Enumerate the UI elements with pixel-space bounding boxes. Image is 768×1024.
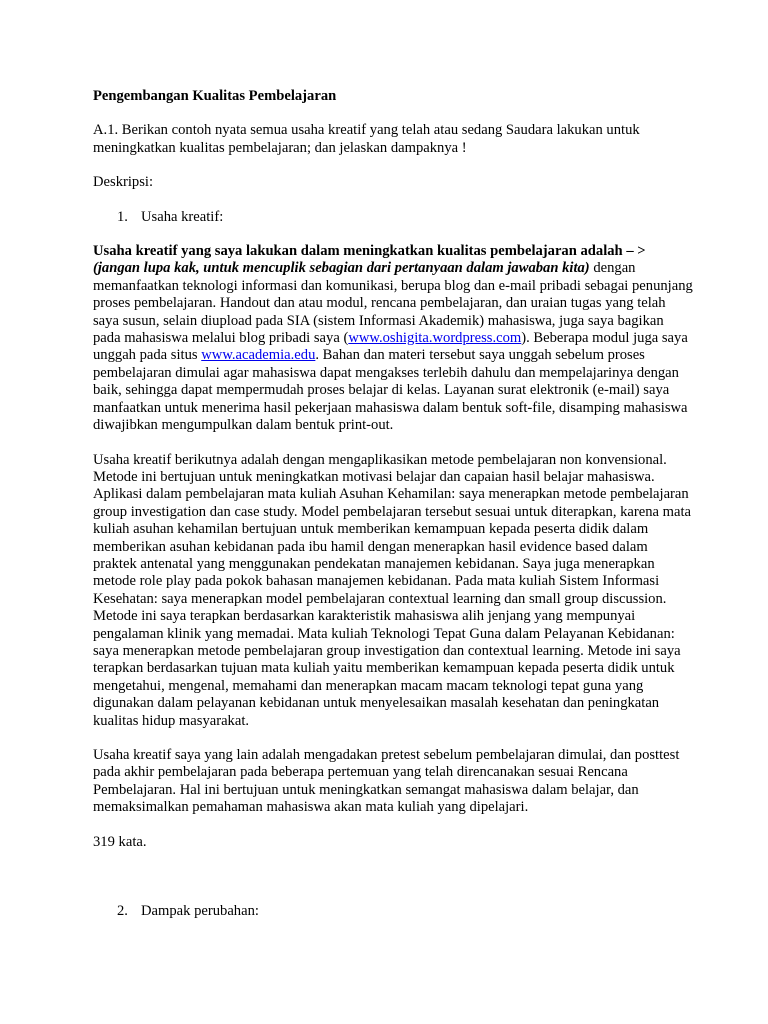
section-2-label: Dampak perubahan: xyxy=(141,903,259,920)
document-title: Pengembangan Kualitas Pembelajaran xyxy=(93,88,337,104)
section-2-number: 2. xyxy=(117,903,128,920)
paragraph-1 xyxy=(93,243,693,434)
section-1-number: 1. xyxy=(117,208,128,225)
paragraph-1-note: (jangan lupa kak, untuk mencuplik sebagian dari pertanyaan dalam jawaban kita) xyxy=(93,260,590,277)
section-1-heading xyxy=(117,209,693,226)
paragraph-1-text-c: . Bahan dan materi tersebut saya unggah sebelum proses pembelajaran dimulai agar mahasiswa dapat mengakses terlebih dahulu dan mempelajarinya dengan baik, sehingga dapat mempermudah proses belajar di kelas. Layanan surat elektronik (e-mail) saya manfaatkan untuk menerima hasil pekerjaan mahasiswa dalam bentuk soft-file, disamping mahasiswa diwajibkan mengumpulkan dalam bentuk print-out. xyxy=(93,347,688,434)
question-text: A.1. Berikan contoh nyata semua usaha kreatif yang telah atau sedang Saudara lakukan untuk meningkatkan kualitas pembelajaran; dan jelaskan dampaknya ! xyxy=(93,122,640,156)
section-2-heading xyxy=(117,903,693,920)
paragraph-1-text-a: dengan memanfaatkan teknologi informasi dan komunikasi, berupa blog dan e-mail pribadi sebagai penunjang proses pembelajaran. Handout dan atau modul, rencana pembelajaran, dan uraian tugas yang telah saya susun, selain diupload pada SIA (sistem Informasi Akademik) mahasiswa, juga saya bagikan pada mahasiswa melalui blog pribadi saya ( xyxy=(93,260,693,347)
academia-link[interactable]: www.academia.edu xyxy=(201,347,316,364)
section-1-label: Usaha kreatif: xyxy=(141,208,224,225)
paragraph-1-bold-intro: Usaha kreatif yang saya lakukan dalam meningkatkan kualitas pembelajaran adalah – > xyxy=(93,243,646,260)
document-page xyxy=(93,88,693,937)
blog-link[interactable]: www.oshigita.wordpress.com xyxy=(348,330,522,347)
paragraph-1-text-b: ). Beberapa modul juga saya unggah pada situs xyxy=(93,330,688,364)
paragraph-3: Usaha kreatif saya yang lain adalah mengadakan pretest sebelum pembelajaran dimulai, dan posttest pada akhir pembelajaran pada beberapa pertemuan yang telah direncanakan sesuai Rencana Pembelajaran. Hal ini bertujuan untuk meningkatkan semangat mahasiswa dalam belajar, dan memaksimalkan pemahaman mahasiswa akan mata kuliah yang dipelajari. xyxy=(93,747,680,816)
description-label: Deskripsi: xyxy=(93,174,153,191)
paragraph-2: Usaha kreatif berikutnya adalah dengan mengaplikasikan metode pembelajaran non konvensional. Metode ini bertujuan untuk meningkatkan motivasi belajar dan capaian hasil belajar mahasiswa. Aplikasi dalam pembelajaran mata kuliah Asuhan Kehamilan: saya menerapkan metode pembelajaran group investigation dan case study. Model pembelajaran tersebut sesuai untuk diterapkan, karena mata kuliah asuhan kehamilan bertujuan untuk memberikan kemampuan kepada peserta didik dalam memberikan asuhan kebidanan pada ibu hamil dengan menerapkan hasil evidence based dalam praktek antenatal yang menggunakan pendekatan manajemen kebidanan. Saya juga menerapkan metode role play pada pokok bahasan manajemen kebidanan. Pada mata kuliah Sistem Informasi Kesehatan: saya menerapkan model pembelajaran contextual learning dan small group discussion. Metode ini saya terapkan berdasarkan karakteristik mahasiswa alih jenjang yang mempunyai pengalaman klinik yang memadai. Mata kuliah Teknologi Tepat Guna dalam Pelayanan Kebidanan: saya menerapkan metode pembelajaran group investigation dan contextual learning. Metode ini saya terapkan berdasarkan tujuan mata kuliah yaitu memberikan kemampuan kepada peserta didik untuk mengetahui, mengenal, memahami dan menerapkan macam macam teknologi tepat guna yang digunakan dalam pelayanan kebidanan untuk menyelesaikan masalah kesehatan dan peningkatan kualitas hidup masyarakat. xyxy=(93,451,692,729)
word-count: 319 kata. xyxy=(93,833,147,850)
